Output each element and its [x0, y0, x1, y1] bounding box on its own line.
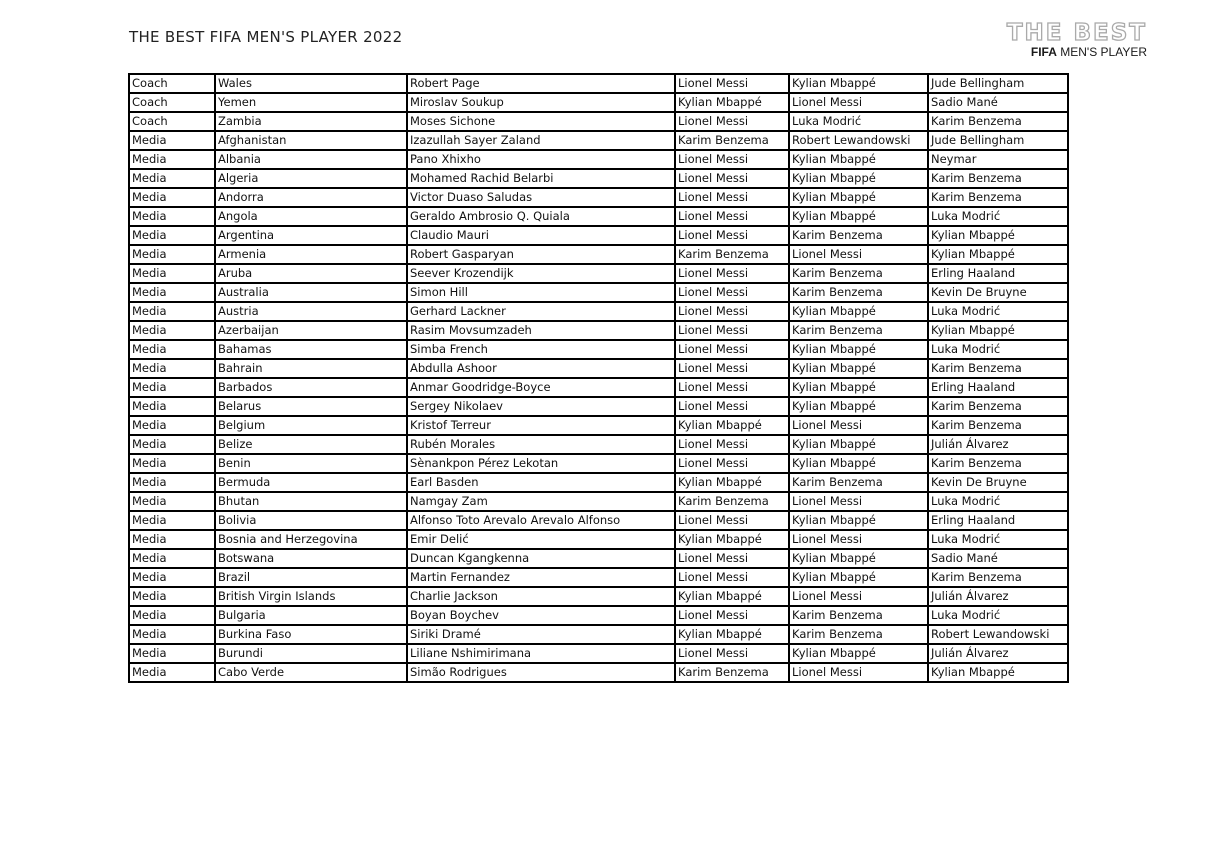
table-row — [129, 169, 1068, 188]
first-place-cell: Kylian Mbappé — [675, 473, 789, 492]
vote-type-cell: Media — [129, 568, 215, 587]
voter-name-cell: Liliane Nshimirimana — [407, 644, 675, 663]
first-place-cell: Kylian Mbappé — [675, 530, 789, 549]
voter-name-cell: Simba French — [407, 340, 675, 359]
first-place-cell: Lionel Messi — [675, 340, 789, 359]
third-place-cell: Karim Benzema — [928, 397, 1068, 416]
voter-name-cell: Sènankpon Pérez Lekotan — [407, 454, 675, 473]
country-cell: Australia — [215, 283, 407, 302]
second-place-cell: Kylian Mbappé — [789, 435, 928, 454]
first-place-cell: Lionel Messi — [675, 321, 789, 340]
country-cell: Albania — [215, 150, 407, 169]
country-cell: Benin — [215, 454, 407, 473]
country-cell: Austria — [215, 302, 407, 321]
votes-table — [128, 73, 1069, 683]
vote-type-cell: Media — [129, 207, 215, 226]
third-place-cell: Julián Álvarez — [928, 644, 1068, 663]
country-cell: Bermuda — [215, 473, 407, 492]
logo-subtitle — [1031, 45, 1147, 59]
table-row — [129, 359, 1068, 378]
first-place-cell: Lionel Messi — [675, 644, 789, 663]
logo-subtitle-text: MEN'S PLAYER — [1060, 45, 1147, 59]
second-place-cell: Robert Lewandowski — [789, 131, 928, 150]
first-place-cell: Lionel Messi — [675, 283, 789, 302]
voter-name-cell: Martin Fernandez — [407, 568, 675, 587]
vote-type-cell: Media — [129, 378, 215, 397]
table-row — [129, 131, 1068, 150]
table-row — [129, 492, 1068, 511]
second-place-cell: Kylian Mbappé — [789, 378, 928, 397]
first-place-cell: Lionel Messi — [675, 169, 789, 188]
country-cell: Bahrain — [215, 359, 407, 378]
third-place-cell: Jude Bellingham — [928, 131, 1068, 150]
voter-name-cell: Kristof Terreur — [407, 416, 675, 435]
vote-type-cell: Media — [129, 606, 215, 625]
country-cell: Zambia — [215, 112, 407, 131]
third-place-cell: Sadio Mané — [928, 93, 1068, 112]
country-cell: Azerbaijan — [215, 321, 407, 340]
country-cell: Cabo Verde — [215, 663, 407, 682]
table-row — [129, 435, 1068, 454]
table-row — [129, 321, 1068, 340]
voter-name-cell: Namgay Zam — [407, 492, 675, 511]
voter-name-cell: Rasim Movsumzadeh — [407, 321, 675, 340]
first-place-cell: Lionel Messi — [675, 549, 789, 568]
vote-type-cell: Media — [129, 492, 215, 511]
voter-name-cell: Gerhard Lackner — [407, 302, 675, 321]
table-row — [129, 397, 1068, 416]
first-place-cell: Lionel Messi — [675, 112, 789, 131]
second-place-cell: Karim Benzema — [789, 283, 928, 302]
first-place-cell: Lionel Messi — [675, 568, 789, 587]
second-place-cell: Lionel Messi — [789, 530, 928, 549]
second-place-cell: Karim Benzema — [789, 625, 928, 644]
vote-type-cell: Media — [129, 397, 215, 416]
third-place-cell: Karim Benzema — [928, 359, 1068, 378]
first-place-cell: Karim Benzema — [675, 492, 789, 511]
voter-name-cell: Moses Sichone — [407, 112, 675, 131]
voter-name-cell: Alfonso Toto Arevalo Arevalo Alfonso — [407, 511, 675, 530]
third-place-cell: Luka Modrić — [928, 530, 1068, 549]
third-place-cell: Karim Benzema — [928, 416, 1068, 435]
first-place-cell: Lionel Messi — [675, 359, 789, 378]
vote-type-cell: Media — [129, 587, 215, 606]
voter-name-cell: Emir Delić — [407, 530, 675, 549]
third-place-cell: Luka Modrić — [928, 492, 1068, 511]
second-place-cell: Lionel Messi — [789, 245, 928, 264]
vote-type-cell: Media — [129, 416, 215, 435]
country-cell: Argentina — [215, 226, 407, 245]
country-cell: British Virgin Islands — [215, 587, 407, 606]
country-cell: Burkina Faso — [215, 625, 407, 644]
third-place-cell: Luka Modrić — [928, 340, 1068, 359]
second-place-cell: Lionel Messi — [789, 416, 928, 435]
voter-name-cell: Victor Duaso Saludas — [407, 188, 675, 207]
table-row — [129, 644, 1068, 663]
country-cell: Algeria — [215, 169, 407, 188]
voter-name-cell: Rubén Morales — [407, 435, 675, 454]
country-cell: Bhutan — [215, 492, 407, 511]
country-cell: Bosnia and Herzegovina — [215, 530, 407, 549]
third-place-cell: Julián Álvarez — [928, 435, 1068, 454]
voter-name-cell: Charlie Jackson — [407, 587, 675, 606]
first-place-cell: Lionel Messi — [675, 150, 789, 169]
country-cell: Belgium — [215, 416, 407, 435]
second-place-cell: Luka Modrić — [789, 112, 928, 131]
table-row — [129, 207, 1068, 226]
vote-type-cell: Media — [129, 188, 215, 207]
first-place-cell: Lionel Messi — [675, 511, 789, 530]
first-place-cell: Lionel Messi — [675, 454, 789, 473]
country-cell: Aruba — [215, 264, 407, 283]
voter-name-cell: Simon Hill — [407, 283, 675, 302]
second-place-cell: Karim Benzema — [789, 226, 928, 245]
vote-type-cell: Media — [129, 530, 215, 549]
vote-type-cell: Media — [129, 283, 215, 302]
first-place-cell: Lionel Messi — [675, 606, 789, 625]
table-row — [129, 511, 1068, 530]
country-cell: Barbados — [215, 378, 407, 397]
third-place-cell: Kevin De Bruyne — [928, 283, 1068, 302]
second-place-cell: Lionel Messi — [789, 93, 928, 112]
first-place-cell: Lionel Messi — [675, 264, 789, 283]
vote-type-cell: Media — [129, 663, 215, 682]
third-place-cell: Kylian Mbappé — [928, 321, 1068, 340]
table-row — [129, 606, 1068, 625]
vote-type-cell: Media — [129, 226, 215, 245]
third-place-cell: Erling Haaland — [928, 264, 1068, 283]
country-cell: Armenia — [215, 245, 407, 264]
logo-wordmark: THE BEST — [1006, 20, 1147, 46]
table-row — [129, 112, 1068, 131]
voter-name-cell: Sergey Nikolaev — [407, 397, 675, 416]
the-best-logo — [1006, 20, 1153, 63]
vote-type-cell: Media — [129, 625, 215, 644]
table-row — [129, 416, 1068, 435]
votes-table-body — [129, 74, 1068, 682]
vote-type-cell: Media — [129, 359, 215, 378]
vote-type-cell: Coach — [129, 93, 215, 112]
third-place-cell: Erling Haaland — [928, 378, 1068, 397]
table-row — [129, 625, 1068, 644]
country-cell: Botswana — [215, 549, 407, 568]
table-row — [129, 93, 1068, 112]
table-row — [129, 150, 1068, 169]
third-place-cell: Neymar — [928, 150, 1068, 169]
voter-name-cell: Pano Xhixho — [407, 150, 675, 169]
table-row — [129, 302, 1068, 321]
voter-name-cell: Siriki Dramé — [407, 625, 675, 644]
voter-name-cell: Mohamed Rachid Belarbi — [407, 169, 675, 188]
table-row — [129, 245, 1068, 264]
first-place-cell: Lionel Messi — [675, 397, 789, 416]
voter-name-cell: Claudio Mauri — [407, 226, 675, 245]
second-place-cell: Kylian Mbappé — [789, 340, 928, 359]
second-place-cell: Kylian Mbappé — [789, 359, 928, 378]
voter-name-cell: Abdulla Ashoor — [407, 359, 675, 378]
third-place-cell: Robert Lewandowski — [928, 625, 1068, 644]
country-cell: Belarus — [215, 397, 407, 416]
third-place-cell: Erling Haaland — [928, 511, 1068, 530]
second-place-cell: Kylian Mbappé — [789, 169, 928, 188]
first-place-cell: Karim Benzema — [675, 245, 789, 264]
first-place-cell: Kylian Mbappé — [675, 625, 789, 644]
vote-type-cell: Media — [129, 169, 215, 188]
first-place-cell: Lionel Messi — [675, 435, 789, 454]
third-place-cell: Kylian Mbappé — [928, 226, 1068, 245]
second-place-cell: Kylian Mbappé — [789, 511, 928, 530]
vote-type-cell: Media — [129, 264, 215, 283]
country-cell: Afghanistan — [215, 131, 407, 150]
third-place-cell: Karim Benzema — [928, 454, 1068, 473]
third-place-cell: Karim Benzema — [928, 568, 1068, 587]
table-row — [129, 549, 1068, 568]
logo-brand: FIFA — [1030, 45, 1057, 59]
voter-name-cell: Earl Basden — [407, 473, 675, 492]
table-row — [129, 530, 1068, 549]
country-cell: Bahamas — [215, 340, 407, 359]
country-cell: Wales — [215, 74, 407, 93]
table-row — [129, 473, 1068, 492]
table-row — [129, 226, 1068, 245]
vote-type-cell: Media — [129, 150, 215, 169]
third-place-cell: Jude Bellingham — [928, 74, 1068, 93]
first-place-cell: Lionel Messi — [675, 302, 789, 321]
voter-name-cell: Boyan Boychev — [407, 606, 675, 625]
second-place-cell: Kylian Mbappé — [789, 397, 928, 416]
second-place-cell: Karim Benzema — [789, 264, 928, 283]
table-row — [129, 74, 1068, 93]
country-cell: Burundi — [215, 644, 407, 663]
vote-type-cell: Media — [129, 321, 215, 340]
vote-type-cell: Media — [129, 511, 215, 530]
table-row — [129, 663, 1068, 682]
second-place-cell: Kylian Mbappé — [789, 568, 928, 587]
third-place-cell: Kevin De Bruyne — [928, 473, 1068, 492]
country-cell: Brazil — [215, 568, 407, 587]
second-place-cell: Kylian Mbappé — [789, 454, 928, 473]
first-place-cell: Lionel Messi — [675, 226, 789, 245]
first-place-cell: Kylian Mbappé — [675, 93, 789, 112]
vote-type-cell: Media — [129, 302, 215, 321]
table-row — [129, 454, 1068, 473]
second-place-cell: Kylian Mbappé — [789, 207, 928, 226]
first-place-cell: Karim Benzema — [675, 663, 789, 682]
vote-type-cell: Coach — [129, 74, 215, 93]
table-row — [129, 587, 1068, 606]
voter-name-cell: Robert Gasparyan — [407, 245, 675, 264]
table-row — [129, 378, 1068, 397]
vote-type-cell: Coach — [129, 112, 215, 131]
voter-name-cell: Izazullah Sayer Zaland — [407, 131, 675, 150]
third-place-cell: Karim Benzema — [928, 169, 1068, 188]
document-title: THE BEST FIFA MEN'S PLAYER 2022 — [129, 28, 403, 46]
voter-name-cell: Simão Rodrigues — [407, 663, 675, 682]
vote-type-cell: Media — [129, 549, 215, 568]
table-row — [129, 283, 1068, 302]
second-place-cell: Kylian Mbappé — [789, 150, 928, 169]
first-place-cell: Lionel Messi — [675, 207, 789, 226]
third-place-cell: Luka Modrić — [928, 606, 1068, 625]
voter-name-cell: Anmar Goodridge-Boyce — [407, 378, 675, 397]
table-row — [129, 264, 1068, 283]
third-place-cell: Luka Modrić — [928, 207, 1068, 226]
first-place-cell: Lionel Messi — [675, 74, 789, 93]
third-place-cell: Karim Benzema — [928, 112, 1068, 131]
third-place-cell: Sadio Mané — [928, 549, 1068, 568]
voter-name-cell: Miroslav Soukup — [407, 93, 675, 112]
second-place-cell: Kylian Mbappé — [789, 188, 928, 207]
voter-name-cell: Duncan Kgangkenna — [407, 549, 675, 568]
first-place-cell: Kylian Mbappé — [675, 416, 789, 435]
first-place-cell: Karim Benzema — [675, 131, 789, 150]
voter-name-cell: Robert Page — [407, 74, 675, 93]
first-place-cell: Lionel Messi — [675, 378, 789, 397]
voter-name-cell: Geraldo Ambrosio Q. Quiala — [407, 207, 675, 226]
second-place-cell: Lionel Messi — [789, 663, 928, 682]
third-place-cell: Julián Álvarez — [928, 587, 1068, 606]
country-cell: Bolivia — [215, 511, 407, 530]
second-place-cell: Karim Benzema — [789, 473, 928, 492]
vote-type-cell: Media — [129, 245, 215, 264]
country-cell: Angola — [215, 207, 407, 226]
third-place-cell: Luka Modrić — [928, 302, 1068, 321]
first-place-cell: Lionel Messi — [675, 188, 789, 207]
country-cell: Yemen — [215, 93, 407, 112]
vote-type-cell: Media — [129, 473, 215, 492]
table-row — [129, 340, 1068, 359]
country-cell: Andorra — [215, 188, 407, 207]
vote-type-cell: Media — [129, 454, 215, 473]
country-cell: Belize — [215, 435, 407, 454]
second-place-cell: Karim Benzema — [789, 606, 928, 625]
second-place-cell: Lionel Messi — [789, 492, 928, 511]
vote-type-cell: Media — [129, 435, 215, 454]
second-place-cell: Karim Benzema — [789, 321, 928, 340]
second-place-cell: Kylian Mbappé — [789, 549, 928, 568]
vote-type-cell: Media — [129, 340, 215, 359]
table-row — [129, 568, 1068, 587]
vote-type-cell: Media — [129, 131, 215, 150]
first-place-cell: Kylian Mbappé — [675, 587, 789, 606]
third-place-cell: Karim Benzema — [928, 188, 1068, 207]
country-cell: Bulgaria — [215, 606, 407, 625]
second-place-cell: Kylian Mbappé — [789, 644, 928, 663]
voter-name-cell: Seever Krozendijk — [407, 264, 675, 283]
third-place-cell: Kylian Mbappé — [928, 663, 1068, 682]
vote-type-cell: Media — [129, 644, 215, 663]
table-row — [129, 188, 1068, 207]
second-place-cell: Lionel Messi — [789, 587, 928, 606]
second-place-cell: Kylian Mbappé — [789, 302, 928, 321]
second-place-cell: Kylian Mbappé — [789, 74, 928, 93]
third-place-cell: Kylian Mbappé — [928, 245, 1068, 264]
